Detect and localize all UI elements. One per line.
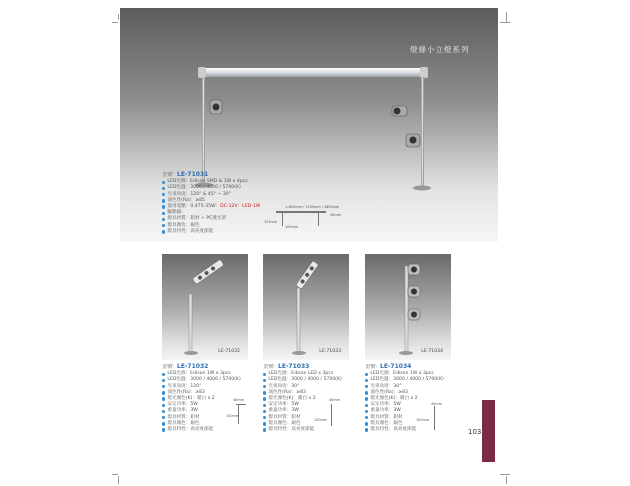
- dimension-line: [331, 404, 332, 426]
- spec-row: LED色溫：3000 / 4000 / 5700(K): [162, 377, 241, 383]
- model-number: 型號：LE-71031: [162, 171, 209, 178]
- dimension-label: 100mm: [226, 414, 240, 418]
- dimension-label: 40mm: [329, 398, 340, 402]
- dimension-label: 40mm: [431, 402, 442, 406]
- spec-row: LED光源：Edison LED x 3pcs: [263, 371, 342, 377]
- bullet-icon: [162, 373, 165, 376]
- product-photo-le-71034: [365, 254, 451, 360]
- spec-row: 演色性(Ra)：≥83: [263, 390, 342, 396]
- spec-row: LED光源：Edison 1W x 3pcs: [162, 371, 241, 377]
- section-side-tab: [482, 400, 495, 462]
- spec-row: 燈光顏色(K)：暖白 x 2: [162, 396, 241, 402]
- spec-row: 燈具顏色：銀色: [162, 421, 241, 427]
- bullet-icon: [365, 385, 368, 388]
- spot-lens: [394, 108, 401, 115]
- bullet-icon: [365, 373, 368, 376]
- spec-row: 光束角度：120° & 45° ~ 30°: [162, 192, 260, 198]
- dimension-pole: [282, 212, 283, 226]
- bullet-icon: [365, 422, 368, 425]
- spec-block-le-71032: [162, 364, 241, 433]
- spec-block-le-71034: [365, 364, 444, 433]
- bullet-icon: [263, 410, 266, 413]
- spot-lens: [411, 289, 417, 295]
- bullet-icon: [162, 199, 165, 202]
- bullet-icon: [162, 187, 165, 190]
- spec-row: 燈光顏色(K)：暖白 x 2: [263, 396, 342, 402]
- lamp-base: [184, 351, 198, 355]
- crop-mark: [500, 474, 510, 475]
- spec-row: 燈具特性：高亮度節能: [263, 427, 342, 433]
- left-pole: [202, 77, 205, 183]
- spec-block-le-71031: [162, 172, 260, 235]
- dimension-label: L:600mm / 1200mm / 1800mm: [286, 205, 340, 209]
- bullet-icon: [365, 397, 368, 400]
- spec-row: 演色性(Ra)：≥83: [365, 390, 444, 396]
- bullet-icon: [263, 416, 266, 419]
- right-base: [413, 186, 431, 191]
- spec-row: 驅動器：: [162, 210, 260, 216]
- bar-end-cap: [420, 67, 428, 78]
- bullet-icon: [263, 373, 266, 376]
- crop-mark: [112, 474, 118, 475]
- bullet-icon: [162, 422, 165, 425]
- image-code: LE-71032: [218, 349, 240, 354]
- bullet-icon: [365, 404, 368, 407]
- bar-end-cap: [198, 67, 206, 78]
- spec-row: 燈具顏色：銀色: [263, 421, 342, 427]
- dimension-pole: [318, 212, 319, 226]
- lamp-head: [296, 261, 319, 290]
- bullet-icon: [162, 391, 165, 394]
- crop-mark: [500, 22, 510, 23]
- bullet-icon: [263, 428, 266, 431]
- spec-row: 燈具材質：鋁材: [162, 415, 241, 421]
- spec-row: 燈具材質：鋁材 + PC透光罩: [162, 216, 260, 222]
- spec-row: 光束角度：120°: [162, 384, 241, 390]
- spec-row-voltage: 使用電壓： 0.475-35W： DC-12V ： LED-1W: [162, 204, 260, 210]
- right-pole: [421, 77, 424, 187]
- crop-mark: [506, 12, 507, 22]
- dimension-label: 100mm: [314, 418, 328, 422]
- spec-row: 光束角度：30°: [365, 384, 444, 390]
- image-code: LE-71033: [319, 349, 341, 354]
- bullet-icon: [365, 379, 368, 382]
- spec-row: LED光源：Edison SMD & 1W x 4pcs: [162, 179, 260, 185]
- bullet-icon: [162, 224, 165, 227]
- crop-mark: [118, 476, 119, 484]
- bullet-icon: [263, 422, 266, 425]
- bullet-icon: [162, 205, 165, 208]
- dimension-label: 30mm: [330, 213, 341, 217]
- spec-row: LED光源：Edison 1W x 3pcs: [365, 371, 444, 377]
- product-photo-le-71033: [263, 254, 349, 360]
- bullet-icon: [162, 379, 165, 382]
- dimension-label: 100mm: [285, 225, 299, 229]
- lamp-illustration: [365, 254, 451, 360]
- bullet-icon: [162, 218, 165, 221]
- dimension-line: [434, 406, 435, 430]
- model-number: 型號：LE-71032: [162, 363, 209, 370]
- bullet-icon: [263, 391, 266, 394]
- model-number: 型號：LE-71034: [365, 363, 412, 370]
- bullet-icon: [365, 410, 368, 413]
- bullet-icon: [162, 404, 165, 407]
- spec-row: 重量功率：3W: [365, 408, 444, 414]
- lamp-base: [292, 351, 306, 355]
- bullet-icon: [365, 428, 368, 431]
- bullet-icon: [162, 385, 165, 388]
- bullet-icon: [263, 385, 266, 388]
- bullet-icon: [263, 379, 266, 382]
- bullet-icon: [162, 397, 165, 400]
- bullet-icon: [162, 410, 165, 413]
- crop-mark: [506, 476, 507, 484]
- bullet-icon: [365, 416, 368, 419]
- light-bar: [202, 68, 424, 77]
- lamp-base: [399, 351, 413, 355]
- spec-row: 燈具材質：鋁材: [263, 415, 342, 421]
- spec-row: LED色溫：3000 / 4000 / 5700(K): [365, 377, 444, 383]
- model-number: 型號：LE-71033: [263, 363, 310, 370]
- bullet-icon: [263, 404, 266, 407]
- spec-row: 演色性(Ra)：≥83: [162, 390, 241, 396]
- lamp-pole: [297, 288, 300, 352]
- dimension-label: 40mm: [233, 398, 244, 402]
- spec-row: 演色性(Ra)：≥85: [162, 198, 260, 204]
- spec-row: 重量功率：3W: [162, 408, 241, 414]
- spot-lens: [411, 312, 417, 318]
- spec-row: 燈具顏色：銀色: [365, 421, 444, 427]
- lamp-illustration: [162, 254, 248, 360]
- spec-row: 燈光顏色(K)：暖白 x 2: [365, 396, 444, 402]
- series-title: 燈條小立燈系列: [410, 45, 470, 54]
- lamp-head: [192, 259, 224, 284]
- spec-row: 燈具特性：高亮度節能: [162, 229, 260, 235]
- spec-row: 燈具顏色：銀色: [162, 223, 260, 229]
- bullet-icon: [162, 181, 165, 184]
- spec-row: 重量功率：3W: [263, 408, 342, 414]
- spot-lens: [411, 267, 417, 273]
- product-photo-le-71032: [162, 254, 248, 360]
- bullet-icon: [162, 416, 165, 419]
- spec-row: 安定功率：5W: [263, 402, 342, 408]
- bullet-icon: [263, 397, 266, 400]
- dimension-label: 100mm: [416, 418, 430, 422]
- dimension-label: 153mm: [264, 220, 278, 224]
- spec-row: 安定功率：5W: [365, 402, 444, 408]
- spec-row: LED色溫：3000 / 4000 / 5700(K): [162, 185, 260, 191]
- spec-row: 燈具特性：高亮度節能: [365, 427, 444, 433]
- spec-row: LED色溫：3000 / 4000 / 5700(K): [263, 377, 342, 383]
- bullet-icon: [162, 212, 165, 215]
- bullet-icon: [162, 428, 165, 431]
- image-code: LE-71034: [421, 349, 443, 354]
- bullet-icon: [162, 230, 165, 233]
- crop-mark: [112, 22, 118, 23]
- bullet-icon: [365, 391, 368, 394]
- page-number: 103: [468, 428, 482, 436]
- spot-lens: [410, 137, 417, 144]
- spec-row: 燈具特性：高亮度節能: [162, 427, 241, 433]
- spec-row: 燈具材質：鋁材: [365, 415, 444, 421]
- crop-mark: [118, 14, 119, 20]
- spec-row: 安定功率：5W: [162, 402, 241, 408]
- spot-lens: [213, 104, 220, 111]
- bullet-icon: [162, 193, 165, 196]
- lamp-pole: [405, 266, 408, 352]
- lamp-pole: [189, 294, 192, 352]
- spec-row: 光束角度：30°: [263, 384, 342, 390]
- lamp-illustration: [263, 254, 349, 360]
